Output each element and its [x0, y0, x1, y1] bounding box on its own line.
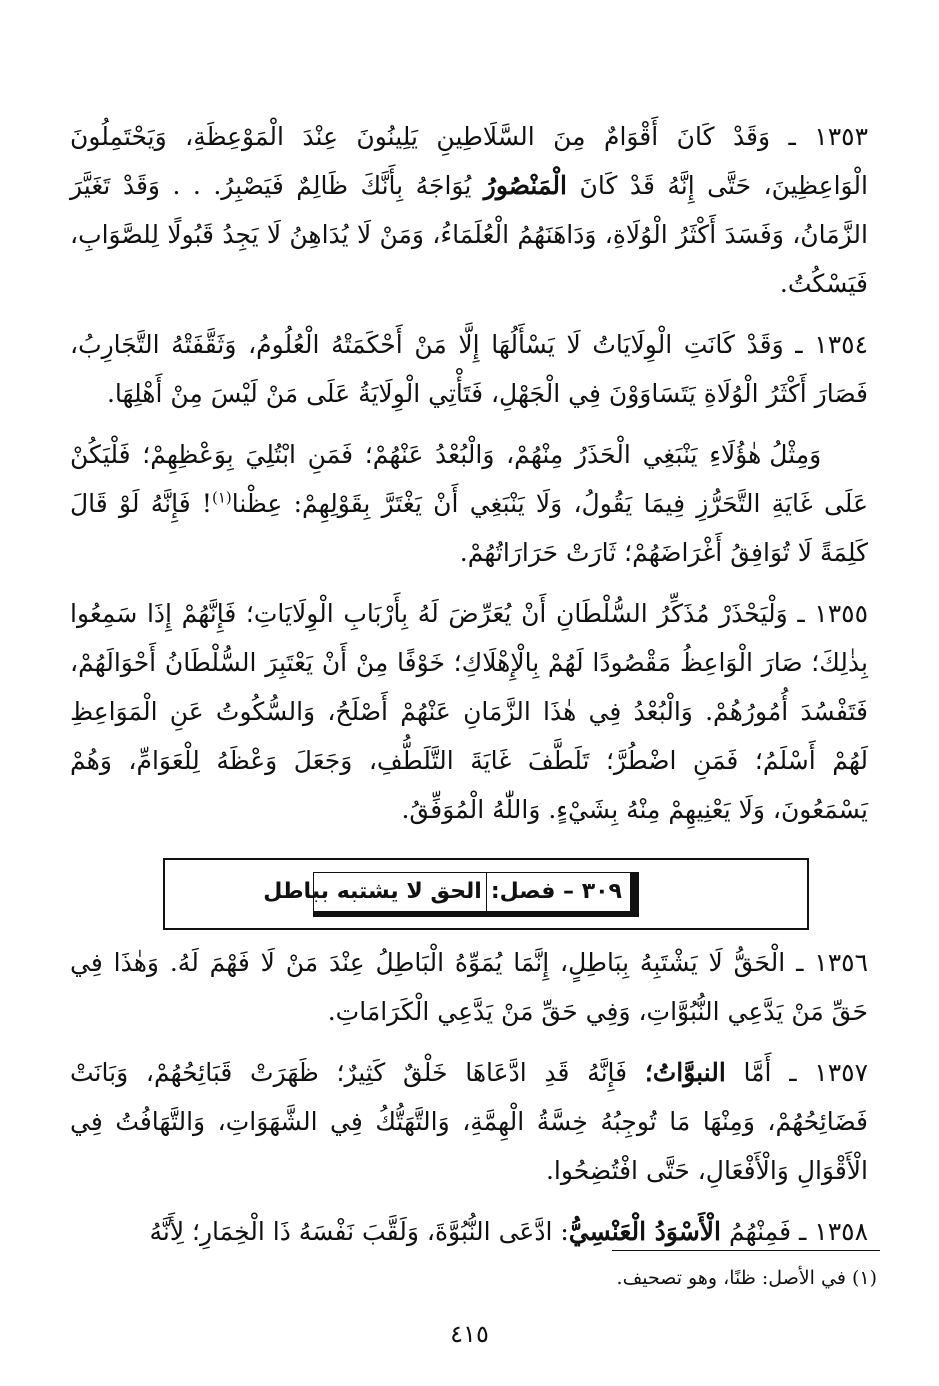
paragraph-text: : ادَّعَى النُّبُوَّةَ، وَلَقَّبَ نَفْسَهُ ذَا الْخِمَارِ؛ لِأَنَّهُ [149, 1217, 569, 1246]
footnote-divider [612, 1250, 880, 1251]
paragraph-text: وَقَدْ كَانَ أَقْوَامٌ مِنَ السَّلَاطِينِ يَلِينُونَ عِنْدَ الْمَوْعِظَةِ، وَيَحْتَمِلُونَ الْوَاعِظِينَ، حَتَّى إِنَّهُ قَدْ كَانَ [70, 122, 868, 200]
section-heading-box [163, 858, 809, 930]
section-heading [263, 872, 639, 917]
paragraph-1353 [70, 112, 868, 308]
paragraph-dash: ـ [791, 1217, 815, 1246]
main-text-bottom [70, 938, 868, 1256]
paragraph-number: ١٣٥٤ [814, 330, 868, 359]
paragraph-1358 [70, 1207, 868, 1256]
bold-name: الْمَنْصُورُ [483, 171, 567, 200]
footnote: (١) في الأصل: ظنًا، وهو تصحيف. [616, 1267, 877, 1289]
main-text-top [70, 112, 868, 834]
section-title: الحق لا يشتبه بباطل [263, 879, 482, 904]
paragraph-dash: ـ [787, 599, 815, 628]
paragraph-number: ١٣٥٦ [814, 948, 869, 977]
paragraph-number: ١٣٥٥ [814, 599, 868, 628]
paragraph-1356 [70, 938, 868, 1036]
paragraph-number: ١٣٥٨ [814, 1217, 868, 1246]
paragraph-dash: ـ [785, 948, 815, 977]
paragraph-text: يُوَاجَهُ بِأَنَّكَ ظَالِمٌ فَيَصْبِرُ. . . وَقَدْ تَغَيَّرَ الزَّمَانُ، وَفَسَدَ أَكْثَرُ الْوُلَاةِ، وَدَاهَنَهُمُ الْعُلَمَاءُ، وَمَنْ لَا يُدَاهِنُ لَا يَجِدُ قَبُولًا لِلصَّوَابِ، فَيَسْكُتُ. [70, 171, 868, 298]
paragraph-text: فَإِنَّهُ قَدِ ادَّعَاهَا خَلْقٌ كَثِيرٌ؛ ظَهَرَتْ قَبَائِحُهُمْ، وَبَانَتْ فَضَائِحُهُمْ، وَمِنْهَا مَا تُوجِبُهُ خِسَّةُ الْهِمَّةِ، وَالتَّهَتُّكُ فِي الشَّهَوَاتِ، وَالتَّهَافُتُ فِي الْأَقْوَالِ وَالْأَفْعَالِ، حَتَّى افْتُضِحُوا. [70, 1058, 868, 1185]
paragraph-text: وَلْيَحْذَرْ مُذَكِّرُ السُّلْطَانِ أَنْ يُعَرِّضَ لَهُ بِأَرْبَابِ الْوِلَايَاتِ؛ فَإِنَّهُمْ إِذَا سَمِعُوا بِذٰلِكَ؛ صَارَ الْوَاعِظُ مَقْصُودًا لَهُمْ بِالْإِهْلَاكِ؛ خَوْفًا مِنْ أَنْ يَعْتَبِرَ السُّلْطَانُ أَحْوَالَهُمْ، فَتَفْسُدَ أُمُورُهُمْ. وَالْبُعْدُ فِي هٰذَا الزَّمَانِ عَنْهُمْ أَصْلَحُ، وَالسُّكُوتُ عَنِ الْمَوَاعِظِ لَهُمْ أَسْلَمُ؛ فَمَنِ اضْطُرَّ؛ تَلَطَّفَ غَايَةَ التَّلَطُّفِ، وَجَعَلَ وَعْظَهُ لِلْعَوَامِّ، وَهُمْ يَسْمَعُونَ، وَلَا يَعْنِيهِمْ مِنْهُ بِشَيْءٍ. وَاللّٰهُ الْمُوَفِّقُ. [70, 599, 868, 824]
paragraph-dash: ـ [783, 330, 815, 359]
paragraph-text: الْحَقُّ لَا يَشْتَبِهُ بِبَاطِلٍ، إِنَّمَا يُمَوِّهُ الْبَاطِلُ عِنْدَ مَنْ لَا فَهْمَ لَهُ. وَهٰذَا فِي حَقِّ مَنْ يَدَّعِي النُّبُوَّاتِ، وَفِي حَقِّ مَنْ يَدَّعِي الْكَرَامَاتِ. [70, 948, 868, 1026]
bold-name: الْأَسْوَدُ الْعَنْسِيُّ [568, 1217, 721, 1246]
page-number: ٤١٥ [450, 1320, 489, 1348]
paragraph-text: وَقَدْ كَانَتِ الْوِلَايَاتُ لَا يَسْأَلُهَا إِلَّا مَنْ أَحْكَمَتْهُ الْعُلُومُ، وَثَقَّفَتْهُ التَّجَارِبُ، فَصَارَ أَكْثَرُ الْوُلَاةِ يَتَسَاوَوْنَ فِي الْجَهْلِ، فَتَأْتِي الْوِلَايَةُ عَلَى مَنْ لَيْسَ مِنْ أَهْلِهَا. [70, 330, 868, 408]
bold-term: النبوَّاتُ؛ [644, 1058, 726, 1087]
paragraph-dash: ـ [770, 122, 815, 151]
paragraph-text: أَمَّا [725, 1058, 772, 1087]
heading-divider [486, 873, 487, 911]
paragraph-number: ١٣٥٣ [814, 122, 868, 151]
section-number: ٣٠٩ – فصل: [490, 879, 622, 904]
paragraph-1357 [70, 1048, 868, 1195]
paragraph-text: وَمِثْلُ هٰؤُلَاءِ يَنْبَغِي الْحَذَرُ مِنْهُمْ، وَالْبُعْدُ عَنْهُمْ؛ فَمَنِ ابْتُلِيَ بِوَعْظِهِمْ؛ فَلْيَكُنْ عَلَى غَايَةِ التَّحَرُّزِ فِيمَا يَقُولُ، وَلَا يَنْبَغِي أَنْ يَغْتَرَّ بِقَوْلِهِمْ: عِظْنا [70, 440, 868, 518]
paragraph-text: ! فَإِنَّهُ لَوْ قَالَ كَلِمَةً لَا تُوَافِقُ أَغْرَاضَهُمْ؛ ثَارَتْ حَرَارَاتُهُمْ. [70, 489, 868, 567]
paragraph-text: فَمِنْهُمُ [721, 1217, 792, 1246]
paragraph-number: ١٣٥٧ [814, 1058, 868, 1087]
paragraph-unnumbered [70, 430, 868, 577]
paragraph-1354 [70, 320, 868, 418]
paragraph-1355 [70, 589, 868, 834]
paragraph-dash: ـ [771, 1058, 815, 1087]
footnote-reference: (١) [211, 488, 232, 507]
